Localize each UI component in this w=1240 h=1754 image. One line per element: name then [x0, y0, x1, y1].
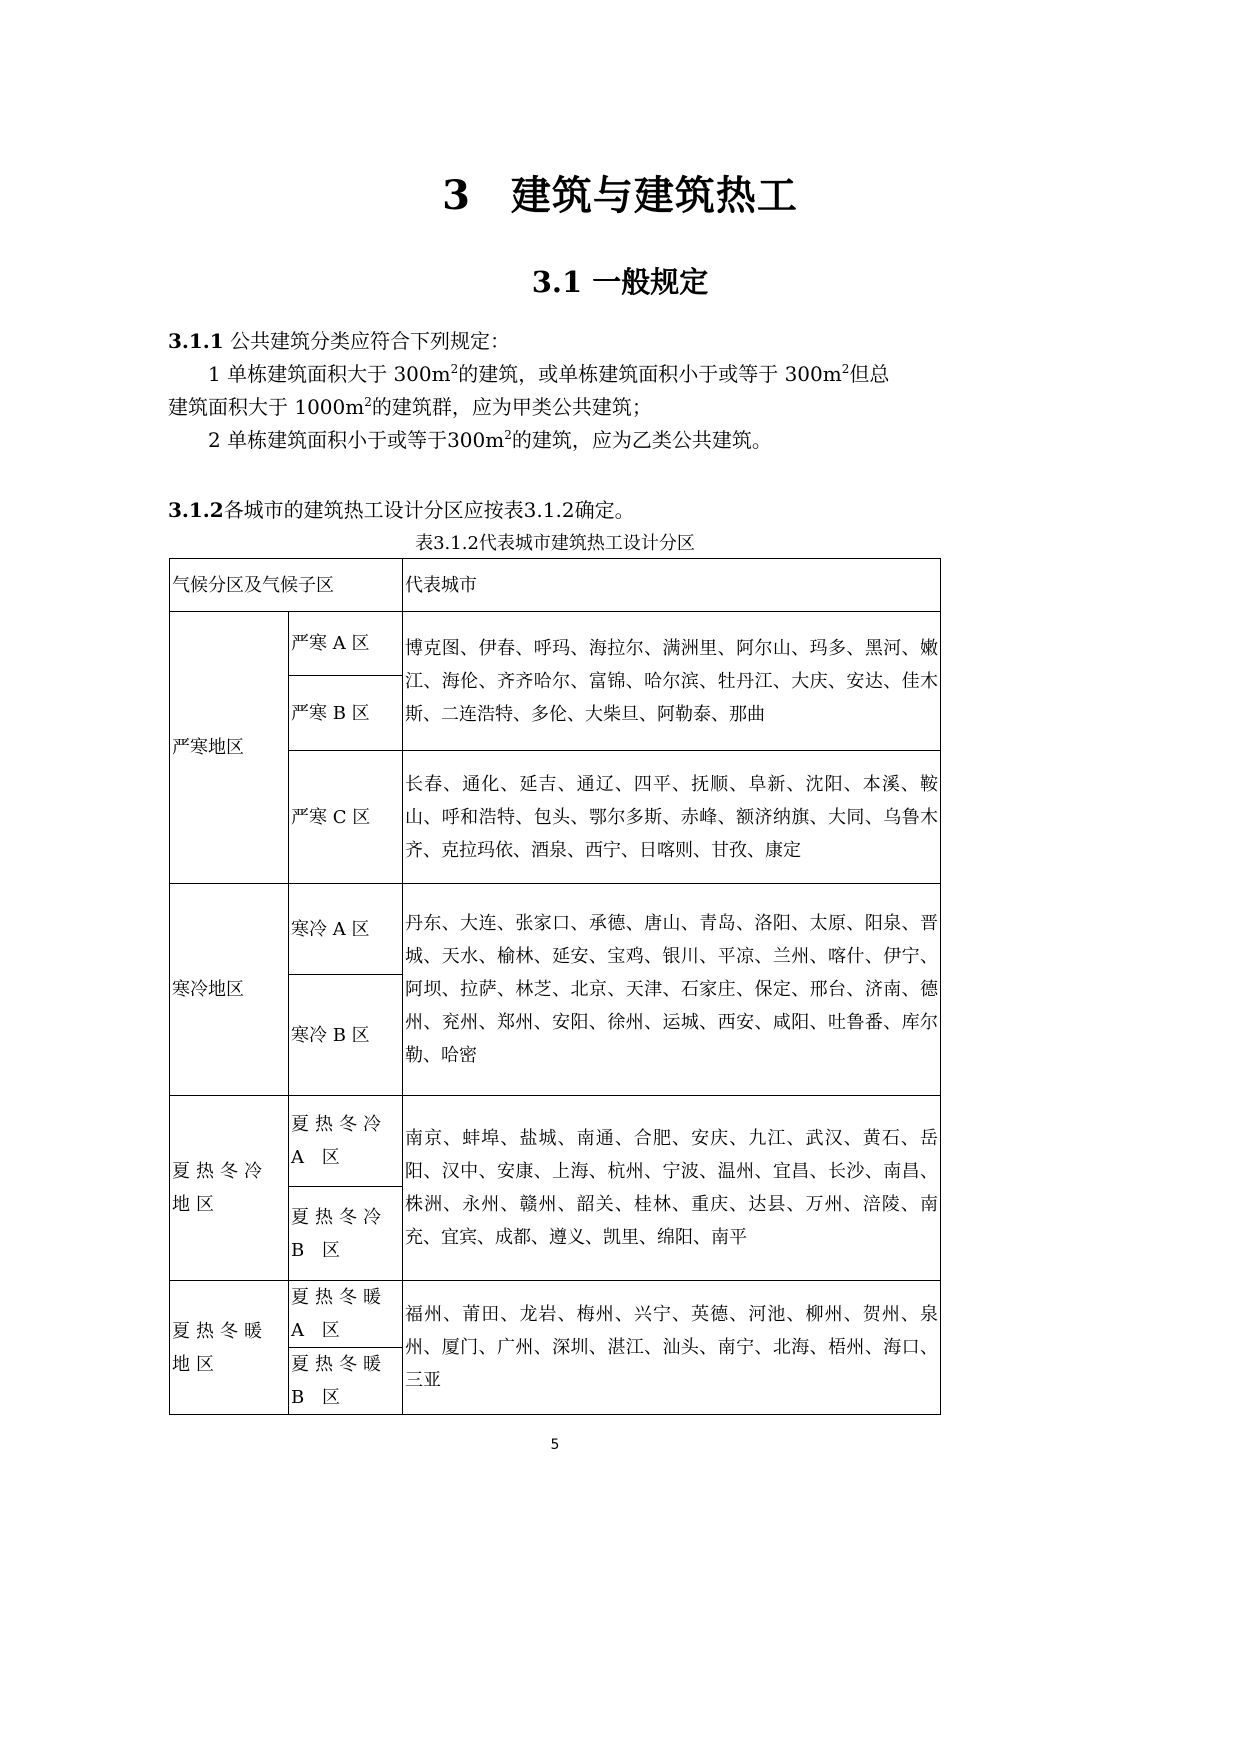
zone-hot-summer-cold-winter: 夏热冬冷地区 [170, 1096, 289, 1281]
climate-zone-table [169, 558, 941, 1415]
clause-3-1-1-item-1-line-2 [168, 392, 948, 422]
subzone-severe-cold-a: 严寒 A 区 [289, 612, 403, 676]
subzone-cold-a: 寒冷 A 区 [289, 884, 403, 975]
item-text: 1 单栋建筑面积大于 300m [208, 362, 451, 386]
subzone-hscw-b: 夏热冬冷 B 区 [289, 1187, 403, 1281]
subzone-severe-cold-c: 严寒 C 区 [289, 751, 403, 884]
item-text: 的建筑群，应为甲类公共建筑； [371, 395, 652, 419]
superscript: 2 [450, 362, 459, 376]
cities-hot-summer-warm-winter: 福州、莆田、龙岩、梅州、兴宁、英德、河池、柳州、贺州、泉州、厦门、广州、深圳、湛江、汕头、南宁、北海、梧州、海口、三亚 [403, 1281, 941, 1415]
table-row [170, 1096, 941, 1187]
item-text: 建筑面积大于 1000m [168, 395, 365, 419]
subzone-hsww-b: 夏热冬暖 B 区 [289, 1348, 403, 1415]
chapter-title [0, 168, 1240, 224]
table-row [170, 612, 941, 676]
clause-3-1-2-heading [168, 495, 948, 525]
table-row [170, 884, 941, 975]
section-title: 3.1 一般规定 [531, 265, 709, 299]
cities-severe-cold-c: 长春、通化、延吉、通辽、四平、抚顺、阜新、沈阳、本溪、鞍山、呼和浩特、包头、鄂尔多斯、赤峰、额济纳旗、大同、乌鲁木齐、克拉玛依、酒泉、西宁、日喀则、甘孜、康定 [403, 751, 941, 884]
superscript: 2 [504, 428, 512, 442]
header-cities: 代表城市 [403, 559, 941, 612]
cities-severe-cold-ab: 博克图、伊春、呼玛、海拉尔、满洲里、阿尔山、玛多、黑河、嫩江、海伦、齐齐哈尔、富锦、哈尔滨、牡丹江、大庆、安达、佳木斯、二连浩特、多伦、大柴旦、阿勒泰、那曲 [403, 612, 941, 751]
subzone-hscw-a: 夏热冬冷 A 区 [289, 1096, 403, 1187]
superscript: 2 [364, 395, 372, 409]
clause-3-1-1-item-1-line-1 [168, 359, 988, 389]
item-text: 的建筑，或单栋建筑面积小于或等于 300m [458, 362, 842, 386]
cities-hot-summer-cold-winter: 南京、蚌埠、盐城、南通、合肥、安庆、九江、武汉、黄石、岳阳、汉中、安康、上海、杭州、宁波、温州、宜昌、长沙、南昌、株洲、永州、赣州、韶关、桂林、重庆、达县、万州、涪陵、南充、宜宾、成都、遵义、凯里、绵阳、南平 [403, 1096, 941, 1281]
chapter-title-text: 建筑与建筑热工 [510, 172, 798, 219]
cities-cold: 丹东、大连、张家口、承德、唐山、青岛、洛阳、太原、阳泉、晋城、天水、榆林、延安、宝鸡、银川、平凉、兰州、喀什、伊宁、阿坝、拉萨、林芝、北京、天津、石家庄、保定、邢台、济南、德州、兖州、郑州、安阳、徐州、运城、西安、咸阳、吐鲁番、库尔勒、哈密 [403, 884, 941, 1096]
page-number: 5 [550, 1437, 560, 1453]
item-text: 的建筑，应为乙类公共建筑。 [511, 428, 772, 452]
clause-3-1-1-item-2 [168, 425, 988, 455]
clause-text: 各城市的建筑热工设计分区应按表3.1.2确定。 [223, 498, 635, 522]
clause-3-1-1-heading [168, 326, 948, 356]
table-header-row [170, 559, 941, 612]
chapter-number: 3 [442, 172, 471, 219]
zone-severe-cold: 严寒地区 [170, 612, 289, 884]
superscript: 2 [841, 362, 850, 376]
zone-cold: 寒冷地区 [170, 884, 289, 1096]
header-zone: 气候分区及气候子区 [170, 559, 403, 612]
subzone-cold-b: 寒冷 B 区 [289, 975, 403, 1096]
subzone-severe-cold-b: 严寒 B 区 [289, 676, 403, 751]
clause-text: 公共建筑分类应符合下列规定： [223, 329, 511, 353]
clause-number: 3.1.1 [168, 329, 224, 353]
table-row [170, 1281, 941, 1348]
item-text: 2 单栋建筑面积小于或等于300m [208, 428, 505, 452]
zone-hot-summer-warm-winter: 夏热冬暖地区 [170, 1281, 289, 1415]
subzone-hsww-a: 夏热冬暖 A 区 [289, 1281, 403, 1348]
table-caption: 表3.1.2代表城市建筑热工设计分区 [415, 533, 695, 554]
item-text: 但总 [849, 362, 890, 386]
clause-number: 3.1.2 [168, 498, 224, 522]
